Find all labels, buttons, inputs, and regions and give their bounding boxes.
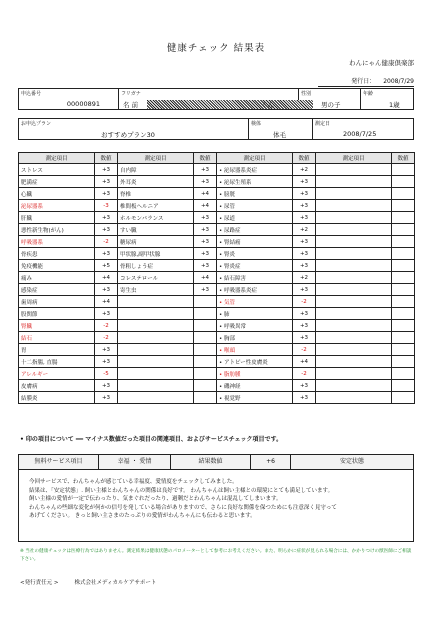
measure-value [392, 224, 415, 236]
age-cell [361, 89, 413, 109]
measure-value: +3 [95, 380, 118, 392]
measure-value: +3 [293, 260, 316, 272]
measure-value [392, 308, 415, 320]
message-line: わんちゃんの些細な変化が何かの信号を発している場合がありますので、さらに良好な関係を保つためにも注意深く見守って [29, 504, 337, 511]
measure-item: • アトピー性皮膚炎 [217, 356, 293, 368]
measure-item: 歯周病 [19, 296, 95, 308]
sample-cell [249, 119, 313, 139]
column-header-value: 数値 [194, 153, 217, 164]
table-row [19, 224, 415, 236]
measure-item: コレステロール [118, 272, 194, 284]
measure-item: • 肺 [217, 308, 293, 320]
measure-value [194, 332, 217, 344]
measure-value [392, 332, 415, 344]
measure-item: 肥満症 [19, 176, 95, 188]
table-row [19, 380, 415, 392]
measure-value [392, 260, 415, 272]
measure-value [194, 356, 217, 368]
measure-value: +3 [95, 284, 118, 296]
measure-item [118, 320, 194, 332]
table-row [19, 320, 415, 332]
service-item: 幸福 ・ 愛情 [99, 455, 171, 469]
app-number-value: 00000891 [66, 100, 100, 108]
measure-item: • 腎炎症 [217, 260, 293, 272]
measure-value: -5 [95, 368, 118, 380]
measure-item [118, 368, 194, 380]
measure-item [316, 200, 392, 212]
plan-info [18, 118, 414, 140]
measure-item: • 尿路症 [217, 224, 293, 236]
measure-item [118, 296, 194, 308]
measure-value: +3 [293, 248, 316, 260]
table-row [19, 188, 415, 200]
measure-value: -2 [293, 344, 316, 356]
column-header-item: 測定項目 [217, 153, 293, 164]
measure-value [392, 236, 415, 248]
measure-value [392, 356, 415, 368]
plan-cell [19, 119, 249, 139]
measure-value: +3 [95, 224, 118, 236]
measure-value: +3 [194, 164, 217, 176]
issuer-name: 株式会社メディカルケアサポート [74, 580, 157, 586]
measure-item: 甲状腺,副甲状腺 [118, 248, 194, 260]
measure-item [316, 320, 392, 332]
measure-item [316, 380, 392, 392]
measure-item: 脊椎 [118, 188, 194, 200]
measure-item [316, 248, 392, 260]
measure-value: +3 [194, 212, 217, 224]
measure-value [194, 344, 217, 356]
measure-value [392, 296, 415, 308]
issuer-label: <発行責任元 > [20, 580, 59, 586]
column-header-item: 測定項目 [316, 153, 392, 164]
measure-value: +3 [293, 212, 316, 224]
table-header-row [19, 153, 415, 164]
table-row [19, 272, 415, 284]
table-row [19, 356, 415, 368]
marked-items-note: • 印の項目について ━━ マイナス数値だった項目の関連項目、およびサービスチェック項目です。 [20, 436, 283, 443]
service-status: 安定状態 [339, 458, 364, 465]
table-row [19, 392, 415, 404]
table-row [19, 200, 415, 212]
app-number-cell [19, 89, 119, 109]
measure-value: +3 [293, 236, 316, 248]
measure-value [392, 176, 415, 188]
date-value: 2008/7/25 [343, 130, 377, 138]
results-table [18, 152, 415, 404]
measure-value: +3 [293, 392, 316, 404]
measure-value: +4 [95, 272, 118, 284]
disclaimer: ※ 当社の健康チェックは医療行為ではありません。測定結果は健康状態のパロメーターとして参考にお考えください。また、明らかに症状が見られる場合には、かかりつけの獣医師にご相談下さい。 [20, 549, 412, 562]
name-cell [119, 89, 299, 109]
sex-value: 男の子 [321, 101, 341, 109]
measure-item: • 磯神経 [217, 380, 293, 392]
service-label: 無料サービス項目 [19, 455, 99, 469]
measure-item: 骨疾患 [19, 248, 95, 260]
table-row [19, 212, 415, 224]
measure-value [392, 164, 415, 176]
measure-value: +3 [95, 344, 118, 356]
measure-value: +3 [95, 356, 118, 368]
measure-item: 感染症 [19, 284, 95, 296]
measure-item [118, 380, 194, 392]
measure-value: +3 [293, 320, 316, 332]
table-row [19, 260, 415, 272]
measure-value: +3 [194, 176, 217, 188]
column-header-value: 数値 [293, 153, 316, 164]
measure-item: 痛み [19, 272, 95, 284]
measure-item: 糖尿病 [118, 236, 194, 248]
measure-value: +4 [194, 188, 217, 200]
measure-item: • 膀胱 [217, 188, 293, 200]
measure-value [392, 188, 415, 200]
measure-item [316, 224, 392, 236]
measure-value: +3 [293, 308, 316, 320]
issuer [20, 578, 156, 586]
measure-item [118, 344, 194, 356]
issue-date [351, 76, 414, 85]
measure-item [316, 308, 392, 320]
measure-value: +3 [95, 176, 118, 188]
measure-value: +3 [194, 236, 217, 248]
measure-item: 泌尿器系 [19, 200, 95, 212]
organization-name: わんにゃん健康倶楽部 [349, 59, 414, 67]
measure-value [392, 320, 415, 332]
table-row [19, 248, 415, 260]
measure-value: +3 [194, 224, 217, 236]
measure-value: +3 [293, 380, 316, 392]
measure-item [118, 308, 194, 320]
measure-item: • 喉頭 [217, 344, 293, 356]
app-number-label: 申込番号 [21, 91, 42, 97]
page-title: 健康チェック 結果表 [166, 43, 266, 54]
measure-item [316, 356, 392, 368]
sex-label: 性別 [301, 91, 312, 97]
measure-value [392, 368, 415, 380]
measure-item: 心臓 [19, 188, 95, 200]
measure-value: +3 [293, 200, 316, 212]
table-body [19, 164, 415, 404]
measure-value [392, 200, 415, 212]
service-result-label: 結果数値 [171, 455, 251, 469]
date-label: 測定日 [315, 121, 331, 127]
service-message [18, 470, 414, 542]
age-value: 1歳 [389, 101, 400, 109]
measure-value: -3 [95, 200, 118, 212]
measure-item [316, 332, 392, 344]
measure-item [316, 296, 392, 308]
message-line: 飼い主様の愛情が一定で伝わったり、気まぐれだったり、過剰だとわんちゃんは混乱してしまいます。 [29, 496, 282, 503]
measure-value [392, 284, 415, 296]
measure-item: 悪性新生物(がん) [19, 224, 95, 236]
measure-item: 自内障 [118, 164, 194, 176]
measure-item [118, 332, 194, 344]
applicant-info [18, 88, 414, 110]
measure-value: -2 [95, 320, 118, 332]
measure-value [194, 308, 217, 320]
table-row [19, 308, 415, 320]
message-line: 結果は、「安定状態」. 飼い主様とわんちゃんの関係は良好です。 わんちゃんは飼い主様との環境にとても満足しています。 [29, 487, 334, 494]
measure-item: • 呼吸異常 [217, 320, 293, 332]
table-row [19, 176, 415, 188]
measure-value [194, 320, 217, 332]
measure-item: ホルモンバランス [118, 212, 194, 224]
measure-item: 肝臓 [19, 212, 95, 224]
measure-item: • 呼吸器系炎症 [217, 284, 293, 296]
measure-item [316, 344, 392, 356]
measure-value [392, 212, 415, 224]
measure-value [194, 368, 217, 380]
measure-item [316, 236, 392, 248]
message-line: 今回サービスで、わんちゃんが感じている幸福度、愛情度をチェックしてみました。 [29, 479, 238, 485]
measure-value: +3 [95, 308, 118, 320]
measure-value: +4 [95, 296, 118, 308]
measure-item: • 尿管 [217, 200, 293, 212]
measure-value: -2 [293, 296, 316, 308]
measure-value: +2 [293, 224, 316, 236]
plan-label: お申込プラン [21, 121, 52, 127]
measure-item [316, 176, 392, 188]
measure-value: +2 [293, 164, 316, 176]
measure-item: • 結石障害 [217, 272, 293, 284]
measure-item: • 腎結癌 [217, 236, 293, 248]
table-row [19, 236, 415, 248]
measure-item [316, 260, 392, 272]
date-cell [313, 119, 413, 139]
name-redaction [147, 100, 313, 109]
measure-item [316, 188, 392, 200]
measure-value: +5 [95, 260, 118, 272]
sample-value: 体毛 [273, 131, 286, 139]
measure-item [118, 356, 194, 368]
service-result: +6 [251, 455, 291, 469]
furigana-label: フリガナ [121, 91, 141, 97]
measure-item: 寄生虫 [118, 284, 194, 296]
column-header-value: 数値 [95, 153, 118, 164]
column-header-item: 測定項目 [118, 153, 194, 164]
table-row [19, 296, 415, 308]
measure-item [316, 212, 392, 224]
measure-value: +3 [95, 188, 118, 200]
measure-item: 外耳炎 [118, 176, 194, 188]
measure-value: +3 [95, 164, 118, 176]
measure-value [194, 392, 217, 404]
measure-value: -2 [95, 332, 118, 344]
measure-value: +3 [194, 284, 217, 296]
column-header-item: 測定項目 [19, 153, 95, 164]
name-suffix: くん [261, 101, 274, 109]
name-label: 名 前 [123, 101, 139, 109]
measure-item: • 腎炎 [217, 248, 293, 260]
plan-value: おすすめプラン30 [101, 131, 155, 139]
measure-value [392, 272, 415, 284]
measure-item: ストレス [19, 164, 95, 176]
measure-value: +3 [95, 212, 118, 224]
measure-item: 十二指腸, 直腸 [19, 356, 95, 368]
measure-value [392, 380, 415, 392]
measure-value: -2 [293, 368, 316, 380]
measure-value: +4 [293, 356, 316, 368]
measure-value: +4 [194, 200, 217, 212]
measure-item: 胃 [19, 344, 95, 356]
measure-item: 免疫機能 [19, 260, 95, 272]
measure-value: +3 [95, 392, 118, 404]
measure-item: 椎間板ヘルニア [118, 200, 194, 212]
measure-value [392, 344, 415, 356]
measure-item: 骨粗しょう症 [118, 260, 194, 272]
table-row [19, 332, 415, 344]
measure-item: • 胸部 [217, 332, 293, 344]
measure-item: 結石 [19, 332, 95, 344]
table-row [19, 164, 415, 176]
measure-value: +2 [293, 272, 316, 284]
column-header-value: 数値 [392, 153, 415, 164]
measure-value [194, 296, 217, 308]
message-line: あげてください。 きっと飼い主さまのたっぷりの愛情がわんちゃんにも伝わると思います。 [29, 513, 256, 520]
measure-value: +4 [194, 272, 217, 284]
measure-value: +3 [194, 260, 217, 272]
measure-value: -2 [95, 236, 118, 248]
measure-value: +3 [293, 188, 316, 200]
sex-cell [299, 89, 361, 109]
measure-value: +3 [293, 176, 316, 188]
issue-date-value: 2008/7/29 [383, 78, 414, 85]
measure-item: 股関節 [19, 308, 95, 320]
measure-item: 腎臓 [19, 320, 95, 332]
free-service-row [18, 454, 414, 470]
measure-value [392, 392, 415, 404]
measure-item: • 尿道 [217, 212, 293, 224]
table-row [19, 368, 415, 380]
sample-label: 検体 [251, 121, 262, 127]
measure-item: 結膜炎 [19, 392, 95, 404]
age-label: 年齢 [363, 91, 374, 97]
measure-value: +3 [293, 332, 316, 344]
measure-item [316, 368, 392, 380]
measure-value: +3 [194, 248, 217, 260]
measure-item [118, 392, 194, 404]
measure-item [316, 164, 392, 176]
measure-item: • 泌尿器系炎症 [217, 164, 293, 176]
measure-item: • 気管 [217, 296, 293, 308]
measure-item: • 泌尿生殖系 [217, 176, 293, 188]
measure-item: アレルギー [19, 368, 95, 380]
measure-item [316, 392, 392, 404]
measure-value [392, 248, 415, 260]
issue-date-label: 発行日： [351, 78, 376, 85]
measure-value: +3 [95, 248, 118, 260]
measure-value: +3 [293, 284, 316, 296]
measure-value [194, 380, 217, 392]
measure-item: すい臓 [118, 224, 194, 236]
table-row [19, 284, 415, 296]
measure-item: • 脂肪腫 [217, 368, 293, 380]
measure-item: • 視覚野 [217, 392, 293, 404]
measure-item: 呼吸器系 [19, 236, 95, 248]
measure-item [316, 272, 392, 284]
table-row [19, 344, 415, 356]
measure-item: 皮膚病 [19, 380, 95, 392]
measure-item [316, 284, 392, 296]
issue-date-underline [318, 86, 414, 87]
